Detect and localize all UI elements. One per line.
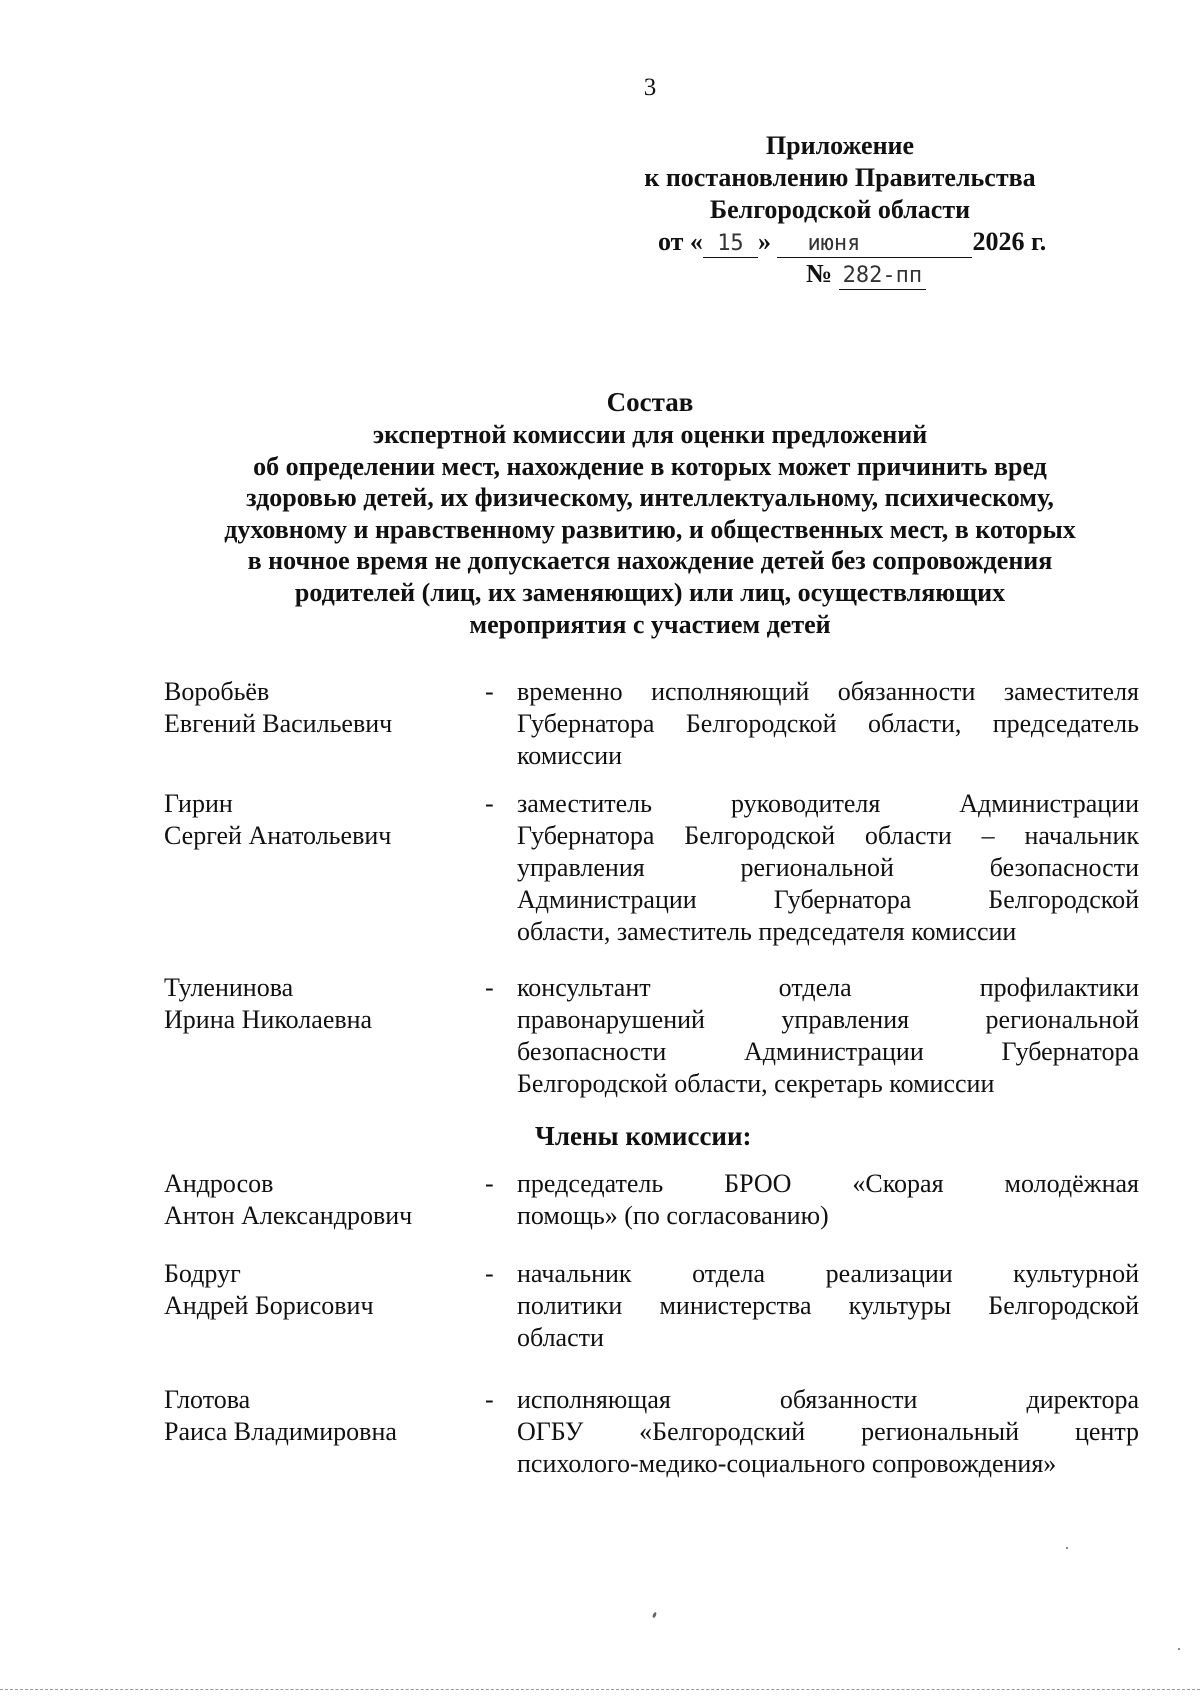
member-surname: Туленинова (164, 973, 294, 1002)
entry-dash: - (485, 677, 494, 706)
subtitle-line: мероприятия с участием детей (469, 609, 831, 639)
entry-dash: - (485, 1385, 494, 1414)
document-number-field: 282-пп (839, 263, 926, 290)
role-line: Белгородской области, секретарь комиссии (517, 1069, 995, 1098)
scan-speck (1178, 1648, 1180, 1650)
role-line: политики министерства культуры Белгородской (517, 1291, 1139, 1320)
scan-speck (652, 1612, 657, 1619)
appendix-resolution-line: к постановлению Правительства (644, 163, 1036, 192)
scan-edge-line (0, 1689, 1200, 1690)
subtitle-line: экспертной комиссии для оценки предложений (372, 420, 928, 449)
date-year: 2026 г. (972, 227, 1047, 256)
member-role (517, 676, 1139, 772)
subtitle-line: духовному и нравственному развитию, и общественных мест, в которых (224, 514, 1076, 544)
appendix-number-line (806, 258, 926, 290)
role-line: управления региональной безопасности (517, 853, 1139, 882)
entry-dash: - (485, 1259, 494, 1288)
subtitle-line: здоровью детей, их физическому, интеллектуальному, психическому, (246, 483, 1054, 513)
entry-dash: - (485, 789, 494, 818)
member-given-name: Антон Александрович (164, 1201, 413, 1230)
member-name (164, 1384, 464, 1448)
member-surname: Андросов (164, 1169, 274, 1198)
member-surname: Бодруг (164, 1259, 241, 1288)
entry-dash: - (485, 973, 494, 1002)
role-line: исполняющая обязанности директора (517, 1385, 1139, 1414)
appendix-header (600, 130, 1080, 226)
entry-dash: - (485, 1169, 494, 1198)
scan-speck (1066, 1547, 1068, 1549)
role-line: области, заместитель председателя комиссии (517, 917, 1017, 946)
member-surname: Гирин (164, 789, 233, 818)
document-subtitle (150, 419, 1150, 640)
date-month-field: июня (777, 231, 972, 258)
role-line: временно исполняющий обязанности заместителя (517, 677, 1139, 706)
role-line: консультант отдела профилактики (517, 973, 1139, 1002)
role-line: правонарушений управления региональной (517, 1005, 1139, 1034)
member-role (517, 788, 1139, 948)
member-given-name: Сергей Анатольевич (164, 821, 392, 850)
role-line: председатель БРОО «Скорая молодёжная (517, 1169, 1139, 1198)
member-given-name: Андрей Борисович (164, 1291, 374, 1320)
appendix-label: Приложение (765, 131, 915, 160)
member-given-name: Евгений Васильевич (164, 709, 393, 738)
member-role (517, 972, 1139, 1100)
member-surname: Воробьёв (164, 677, 270, 706)
subtitle-line: об определении мест, нахождение в которых может причинить вред (253, 451, 1047, 481)
role-line: психолого-медико-социального сопровождения» (517, 1449, 1057, 1478)
member-surname: Глотова (164, 1385, 251, 1414)
role-line: помощь» (по согласованию) (517, 1201, 829, 1230)
number-sign: № (806, 259, 833, 288)
role-line: начальник отдела реализации культурной (517, 1259, 1139, 1288)
document-title: Состав (606, 387, 694, 417)
role-line: Губернатора Белгородской области – начальник (517, 821, 1139, 850)
role-line: Губернатора Белгородской области, председатель (517, 709, 1139, 738)
appendix-date-line (658, 226, 1098, 258)
member-given-name: Раиса Владимировна (164, 1417, 397, 1446)
subtitle-line: родителей (лиц, их заменяющих) или лиц, осуществляющих (294, 577, 1006, 607)
members-heading: Члены комиссии: (535, 1121, 752, 1151)
role-line: безопасности Администрации Губернатора (517, 1037, 1139, 1066)
member-role (517, 1384, 1139, 1480)
member-name (164, 1168, 464, 1232)
appendix-region-line: Белгородской области (709, 195, 971, 224)
member-role (517, 1258, 1139, 1354)
date-prefix: от « (658, 227, 703, 256)
role-line: комиссии (517, 741, 623, 770)
role-line: ОГБУ «Белгородский региональный центр (517, 1417, 1139, 1446)
member-name (164, 788, 464, 852)
date-day-field: 15 (703, 231, 758, 258)
member-name (164, 972, 464, 1036)
member-name (164, 676, 464, 740)
date-mid: » (757, 227, 771, 256)
member-name (164, 1258, 464, 1322)
member-role (517, 1168, 1139, 1232)
role-line: заместитель руководителя Администрации (517, 789, 1139, 818)
role-line: Администрации Губернатора Белгородской (517, 885, 1139, 914)
page-number: 3 (643, 74, 657, 101)
role-line: области (517, 1323, 604, 1352)
subtitle-line: в ночное время не допускается нахождение детей без сопровождения (247, 546, 1053, 576)
member-given-name: Ирина Николаевна (164, 1005, 373, 1034)
